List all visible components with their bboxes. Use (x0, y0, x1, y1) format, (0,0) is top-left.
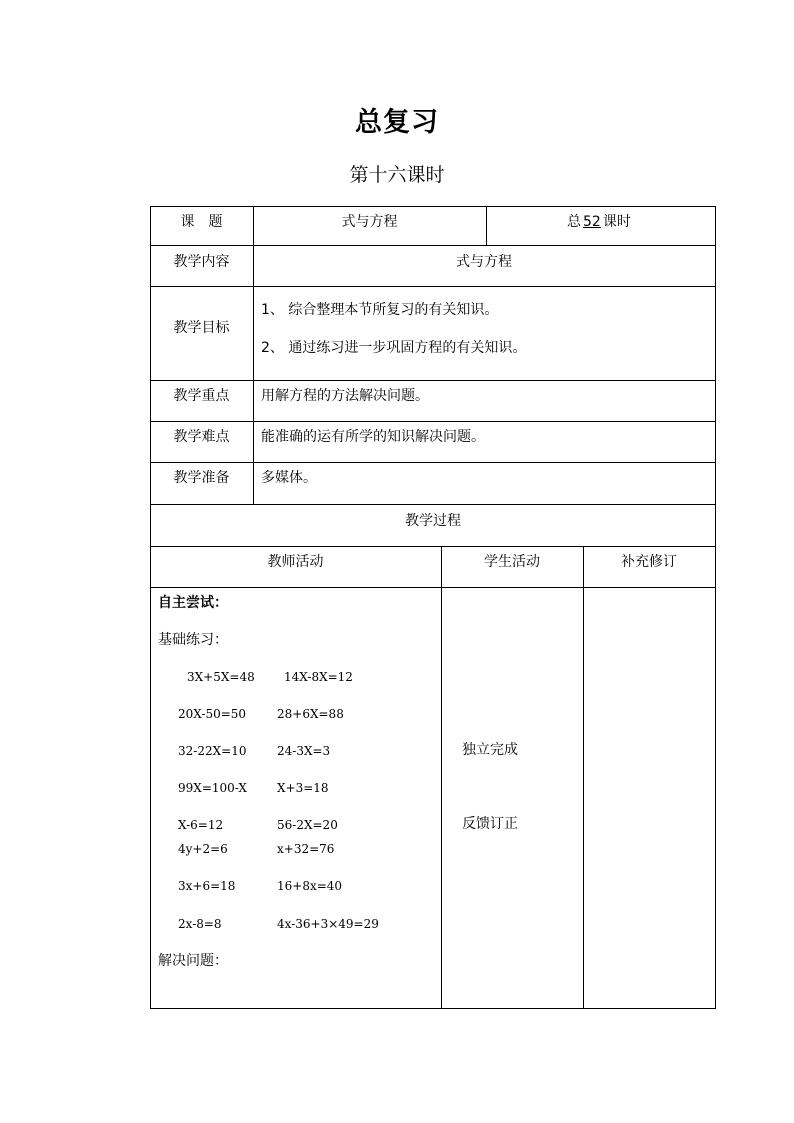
equation: X-6=12 (178, 818, 224, 832)
content-value: 式与方程 (456, 254, 512, 270)
lesson-prefix: 总 (567, 214, 581, 230)
equation: 56-2X=20 (277, 818, 338, 832)
basic-practice-heading: 基础练习： (158, 632, 228, 648)
col-student-header: 学生活动 (484, 554, 540, 570)
equation: 14X-8X=12 (284, 670, 353, 684)
equation: 3X+5X=48 (187, 670, 255, 684)
table-rule (150, 462, 716, 463)
page-title: 总复习 (355, 107, 439, 138)
content-label: 教学内容 (173, 254, 230, 270)
focus-label: 教学重点 (173, 388, 230, 404)
topic-value: 式与方程 (341, 214, 398, 230)
prep-value: 多媒体。 (261, 470, 317, 486)
equation: 28+6X=88 (277, 707, 344, 721)
equation: 3x+6=18 (178, 879, 236, 893)
page-subtitle: 第十六课时 (349, 164, 445, 186)
table-rule (441, 546, 442, 1008)
equation: 4x-36+3×49=29 (277, 917, 379, 931)
table-rule (150, 546, 716, 547)
lesson-count (567, 214, 631, 230)
equation: 16+8x=40 (277, 879, 343, 893)
equation: 20X-50=50 (178, 707, 247, 721)
student-activity: 独立完成 (462, 742, 518, 758)
equation: x+32=76 (277, 842, 335, 856)
solve-problems-heading: 解决问题： (158, 953, 228, 969)
table-rule (583, 546, 584, 1008)
table-border-top (150, 206, 716, 207)
col-revise-header: 补充修订 (621, 554, 677, 570)
goals-label: 教学目标 (173, 320, 230, 336)
table-border-right (715, 206, 716, 1009)
self-try-heading: 自主尝试： (158, 595, 228, 611)
table-rule (150, 286, 716, 287)
lesson-number: 52 (583, 214, 601, 230)
equation: 32-22X=10 (178, 744, 247, 758)
difficulty-value: 能准确的运有所学的知识解决问题。 (261, 429, 485, 445)
equation: 4y+2=6 (178, 842, 228, 856)
focus-value: 用解方程的方法解决问题。 (261, 388, 429, 404)
equation: 99X=100-X (178, 781, 247, 795)
lesson-suffix: 课时 (602, 214, 631, 230)
equation: X+3=18 (277, 781, 329, 795)
topic-label: 课 题 (180, 214, 223, 230)
table-rule (150, 245, 716, 246)
equation: 24-3X=3 (277, 744, 331, 758)
difficulty-label: 教学难点 (173, 429, 230, 445)
col-teacher-header: 教师活动 (267, 554, 324, 570)
prep-label: 教学准备 (173, 470, 230, 486)
table-rule (486, 206, 487, 245)
table-rule (150, 504, 716, 505)
table-rule (253, 206, 254, 504)
goal-item: 2、 通过练习进一步巩固方程的有关知识。 (261, 340, 527, 356)
table-rule (150, 421, 716, 422)
equation: 2x-8=8 (178, 917, 222, 931)
student-activity: 反馈订正 (462, 816, 518, 832)
table-rule (150, 587, 716, 588)
process-label: 教学过程 (405, 513, 461, 529)
table-rule (150, 380, 716, 381)
goal-item: 1、 综合整理本节所复习的有关知识。 (261, 302, 499, 318)
table-border-bottom (150, 1008, 716, 1009)
